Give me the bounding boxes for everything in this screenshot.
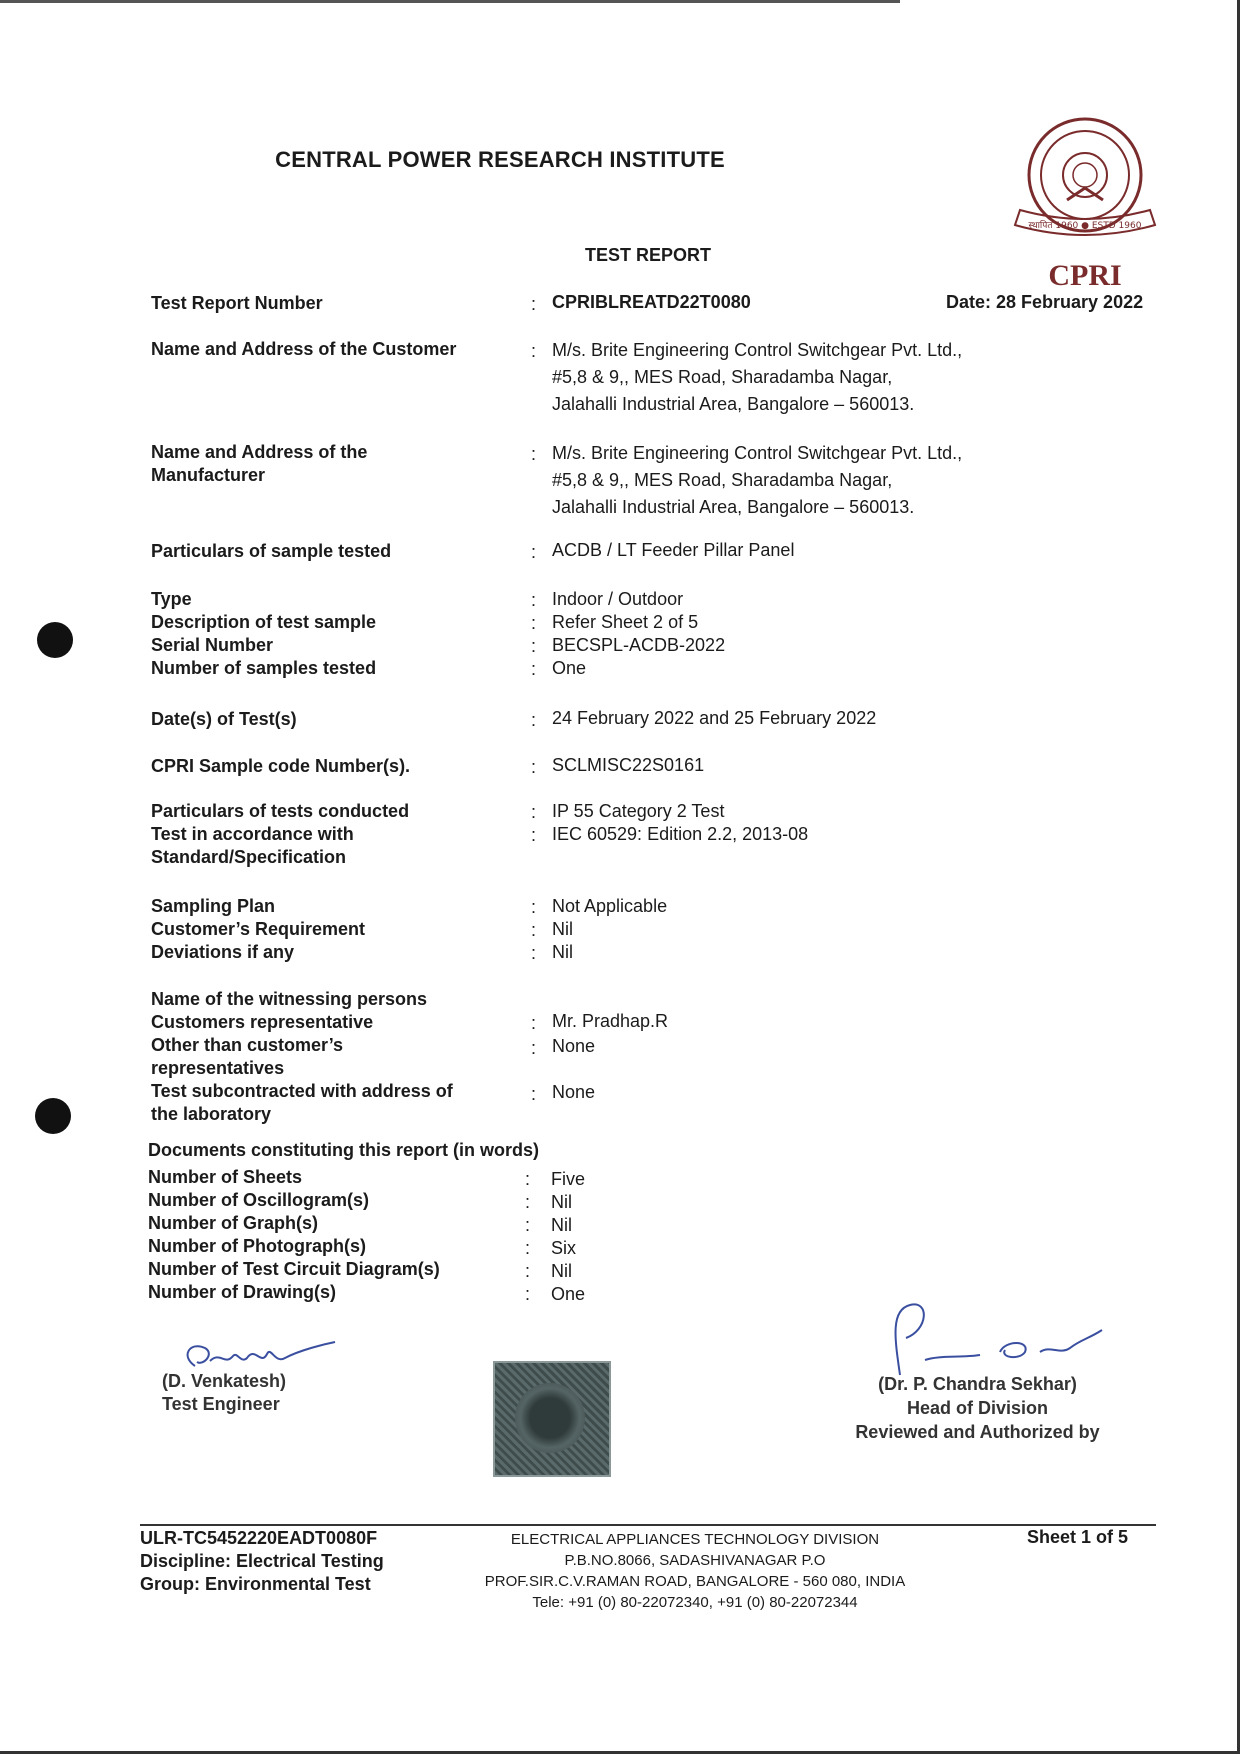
- value-sampling-plan: Not Applicable: [552, 896, 668, 916]
- label-particulars: Particulars of sample tested: [151, 541, 392, 561]
- footer-discipline: Discipline: Electrical Testing: [140, 1551, 384, 1571]
- tests-conducted-labels: [151, 800, 409, 869]
- value-standard: IEC 60529: Edition 2.2, 2013-08: [552, 824, 809, 844]
- report-date: Date: 28 February 2022: [946, 292, 1144, 312]
- footer-address-line: P.B.NO.8066, SADASHIVANAGAR P.O: [564, 1552, 826, 1569]
- cpri-seal-icon: [1005, 110, 1165, 250]
- other-rep-value: None: [552, 1036, 596, 1056]
- label-drawings: Number of Drawing(s): [148, 1282, 337, 1302]
- signer-right-title: Head of Division: [906, 1398, 1049, 1418]
- label-accordance: Test in accordance with: [151, 824, 354, 844]
- customer-address: [552, 337, 962, 418]
- signer-left-name: (D. Venkatesh): [162, 1371, 287, 1391]
- witness-labels: [151, 988, 453, 1126]
- label-oscillograms: Number of Oscillogram(s): [148, 1190, 370, 1210]
- label-manufacturer-line2: Manufacturer: [151, 465, 266, 485]
- label-sheets: Number of Sheets: [148, 1167, 303, 1187]
- manufacturer-line: M/s. Brite Engineering Control Switchgear Pvt. Ltd.,: [552, 443, 963, 463]
- label-subcontracted-2: the laboratory: [151, 1104, 272, 1124]
- institute-title: CENTRAL POWER RESEARCH INSTITUTE: [275, 147, 725, 172]
- customer-line: M/s. Brite Engineering Control Switchgear Pvt. Ltd.,: [552, 340, 963, 360]
- label-subcontracted-1: Test subcontracted with address of: [151, 1081, 453, 1101]
- punch-hole-bottom: [35, 1098, 71, 1134]
- cpri-logo: [1005, 110, 1165, 290]
- value-drawings: One: [551, 1284, 586, 1304]
- colon: :: [531, 757, 537, 777]
- label-circuit-diagrams: Number of Test Circuit Diagram(s): [148, 1259, 440, 1279]
- label-manufacturer-line1: Name and Address of the: [151, 442, 368, 462]
- label-customer-requirement: Customer’s Requirement: [151, 919, 366, 939]
- value-circuit-diagrams: Nil: [551, 1261, 572, 1281]
- signer-left-title: Test Engineer: [162, 1394, 280, 1414]
- label-serial: Serial Number: [151, 635, 274, 655]
- colon-group: : : : : : :: [525, 1169, 531, 1304]
- hologram-seal: [493, 1361, 611, 1477]
- cpri-logo-text: CPRI: [1048, 259, 1122, 292]
- label-tests-conducted: Particulars of tests conducted: [151, 801, 410, 821]
- subcontracted-value: None: [552, 1082, 596, 1102]
- footer-address: [460, 1529, 930, 1613]
- sample-info-labels: [151, 588, 376, 680]
- sample-code-value: SCLMISC22S0161: [552, 755, 705, 775]
- label-standard: Standard/Specification: [151, 847, 347, 867]
- label-other-rep-2: representatives: [151, 1058, 285, 1078]
- documents-heading: Documents constituting this report (in words): [148, 1140, 539, 1160]
- signer-right-role: Reviewed and Authorized by: [855, 1422, 1100, 1442]
- documents-labels: [148, 1166, 440, 1304]
- footer-ulr: ULR-TC5452220EADT0080F: [140, 1528, 378, 1548]
- customer-line: #5,8 & 9,, MES Road, Sharadamba Nagar,: [552, 367, 893, 387]
- value-sheets: Five: [551, 1169, 586, 1189]
- label-sampling-plan: Sampling Plan: [151, 896, 276, 916]
- signature-right: [870, 1300, 1110, 1380]
- value-deviations: Nil: [552, 942, 573, 962]
- hologram-inner: [515, 1383, 585, 1453]
- sampling-labels: [151, 895, 365, 964]
- colon: :: [531, 1084, 537, 1104]
- footer-address-line: ELECTRICAL APPLIANCES TECHNOLOGY DIVISION: [510, 1531, 880, 1548]
- svg-text:स्थापित 1960 ● ESTD 1960: स्थापित 1960 ● ESTD 1960: [1028, 221, 1142, 231]
- sample-info-values: [552, 588, 725, 680]
- label-description: Description of test sample: [151, 612, 377, 632]
- label-type: Type: [151, 589, 192, 609]
- label-other-rep-1: Other than customer’s: [151, 1035, 344, 1055]
- footer-sheet: Sheet 1 of 5: [1027, 1527, 1129, 1547]
- value-photographs: Six: [551, 1238, 577, 1258]
- colon-group: : : : :: [531, 590, 537, 679]
- footer-address-line: Tele: +91 (0) 80-22072340, +91 (0) 80-22072344: [532, 1594, 858, 1611]
- value-serial: BECSPL-ACDB-2022: [552, 635, 726, 655]
- label-customer: Name and Address of the Customer: [151, 339, 457, 359]
- footer-left: [140, 1527, 384, 1596]
- manufacturer-line: Jalahalli Industrial Area, Bangalore – 560013.: [552, 497, 915, 517]
- label-report-number: Test Report Number: [151, 293, 323, 313]
- colon-group: : : :: [531, 897, 537, 963]
- colon: :: [531, 542, 537, 562]
- label-customer-rep: Customers representative: [151, 1012, 374, 1032]
- colon-group: : :: [531, 802, 537, 845]
- tests-conducted-values: [552, 800, 808, 846]
- colon: :: [531, 341, 537, 361]
- colon: :: [531, 1013, 537, 1033]
- value-type: Indoor / Outdoor: [552, 589, 684, 609]
- signer-left: [162, 1370, 286, 1416]
- colon: :: [531, 294, 537, 314]
- label-deviations: Deviations if any: [151, 942, 295, 962]
- customer-rep-value: Mr. Pradhap.R: [552, 1011, 669, 1031]
- colon: :: [531, 444, 537, 464]
- report-title: TEST REPORT: [585, 245, 712, 265]
- test-dates-value: 24 February 2022 and 25 February 2022: [552, 708, 877, 728]
- value-num-samples: One: [552, 658, 587, 678]
- label-test-dates: Date(s) of Test(s): [151, 709, 297, 729]
- manufacturer-line: #5,8 & 9,, MES Road, Sharadamba Nagar,: [552, 470, 893, 490]
- footer-group: Group: Environmental Test: [140, 1574, 371, 1594]
- value-customer-requirement: Nil: [552, 919, 573, 939]
- footer-rule: [140, 1524, 1156, 1526]
- scan-edge-top: [0, 0, 900, 3]
- signer-right-name: (Dr. P. Chandra Sekhar): [878, 1374, 1077, 1394]
- label-num-samples: Number of samples tested: [151, 658, 377, 678]
- value-graphs: Nil: [551, 1215, 572, 1235]
- label-sample-code: CPRI Sample code Number(s).: [151, 756, 411, 776]
- manufacturer-address: [552, 440, 962, 521]
- report-number-value: CPRIBLREATD22T0080: [552, 292, 751, 312]
- label-photographs: Number of Photograph(s): [148, 1236, 366, 1256]
- label-witness-heading: Name of the witnessing persons: [151, 989, 428, 1009]
- value-tests-conducted: IP 55 Category 2 Test: [552, 801, 725, 821]
- footer-address-line: PROF.SIR.C.V.RAMAN ROAD, BANGALORE - 560 080, INDIA: [484, 1573, 906, 1590]
- value-description: Refer Sheet 2 of 5: [552, 612, 699, 632]
- signer-right: [820, 1372, 1135, 1444]
- value-oscillograms: Nil: [551, 1192, 572, 1212]
- particulars-value: ACDB / LT Feeder Pillar Panel: [552, 540, 795, 560]
- punch-hole-top: [37, 622, 73, 658]
- label-manufacturer: [151, 441, 367, 487]
- label-graphs: Number of Graph(s): [148, 1213, 319, 1233]
- colon: :: [531, 1038, 537, 1058]
- customer-line: Jalahalli Industrial Area, Bangalore – 560013.: [552, 394, 915, 414]
- sampling-values: [552, 895, 667, 964]
- documents-values: [551, 1168, 585, 1306]
- colon: :: [531, 710, 537, 730]
